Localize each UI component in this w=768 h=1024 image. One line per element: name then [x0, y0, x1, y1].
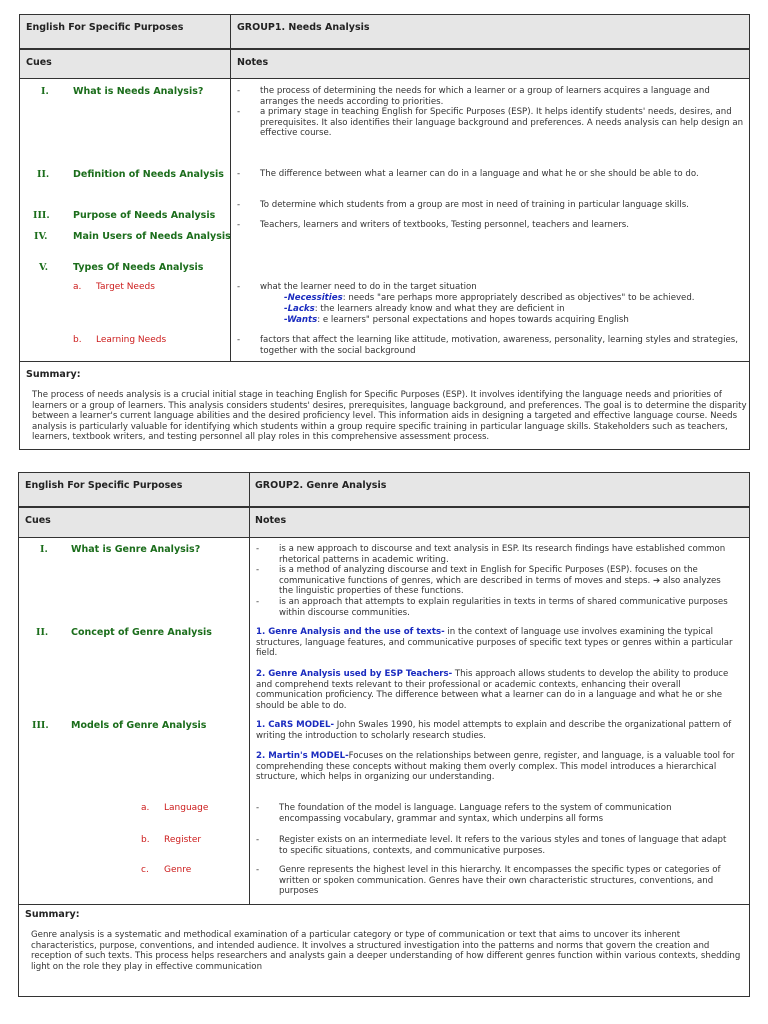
t1-cue-num: II.	[37, 169, 50, 180]
t2-note-esp-teachers	[256, 669, 746, 711]
t1-notes-header: Notes	[237, 57, 269, 68]
bullet: -	[256, 865, 260, 875]
lacks-text: : the learners already know and what they are deficient in	[314, 304, 565, 314]
bullet: -	[256, 835, 260, 845]
wants-label: -Wants	[284, 315, 318, 325]
t1-summary-text: The process of needs analysis is a crucial initial stage in teaching English for Specific Purposes (ESP). It involves identifying the language needs and priorities of learners or a group of learners. This analysis considers students' desires, prerequisites, language background, and preferences. The goal is to determine the disparity between a learner's current language abilities and the desired proficiency level. This information aids in designing a targeted and effective language course. Needs analysis is particularly valuable for identifying which students within a group require specific training in particular language skills. Stakeholders such as teachers, learners, textbook writers, and testing personnel all play roles in this comprehensive assessment process.	[32, 390, 747, 442]
t2-subcue-register: Register	[164, 835, 202, 845]
t2-cue-what-is: What is Genre Analysis?	[71, 544, 201, 555]
t1-cue-num: IV.	[34, 231, 48, 242]
t1-cue-num: III.	[33, 210, 50, 221]
t2-subcue-letter: c.	[141, 865, 149, 875]
t2-cue-num: I.	[40, 544, 48, 555]
t2-divider	[249, 473, 250, 904]
t1-cue-types: Types Of Needs Analysis	[73, 262, 204, 273]
t2-subcue-letter: a.	[141, 803, 150, 813]
bullet: -	[237, 200, 241, 210]
t2-group-title: GROUP2. Genre Analysis	[255, 480, 387, 491]
t2-note-method: is a method of analyzing discourse and text in English for Specific Purposes (ESP). focuses on the communicative functions of genres, which are described in terms of moves and steps. ➔ also analyzes the linguistic properties of these functions.	[279, 565, 721, 596]
bullet: -	[256, 597, 260, 607]
t1-note-purpose: To determine which students from a group are most in need of training in particular language skills.	[260, 200, 689, 210]
lacks-label: -Lacks	[284, 304, 315, 314]
t2-note-regularities: is an approach that attempts to explain regularities in texts in terms of shared communicative purposes within discourse communities.	[279, 597, 728, 618]
t1-subcue-learning-needs: Learning Needs	[96, 335, 167, 345]
t1-note-primary-stage: a primary stage in teaching English for Specific Purposes (ESP). It helps identify students' needs, desires, and prerequisites. It also identifies their language background and preferences. A needs analysis can help design an effective course.	[260, 107, 744, 138]
t2-notes-header: Notes	[255, 515, 287, 526]
t2-note-martins-model	[256, 751, 746, 783]
t2-subcue-genre: Genre	[164, 865, 192, 875]
t1-header-row	[20, 15, 749, 49]
t2-summary-text: Genre analysis is a systematic and methodical examination of a particular category or type of communication or text that aims to uncover its inherent characteristics, purpose, conventions, and intended audience. It involves a structured investigation into the patterns and norms that govern the creation and reception of such texts. This process helps researchers and analysts gain a deeper understanding of how different genres function within various contexts, shedding light on the role they play in effective communication	[31, 930, 741, 972]
t2-summary-divider	[19, 904, 749, 905]
use-of-texts-text: in the context of language use involves examining the typical structures, language features, and communicative purposes of specific text types or genres within a particular field.	[256, 627, 733, 658]
t1-cue-what-is: What is Needs Analysis?	[73, 86, 204, 97]
t2-summary-label: Summary:	[25, 909, 80, 920]
t1-cue-definition: Definition of Needs Analysis	[73, 169, 224, 180]
t1-note-wants	[284, 315, 744, 326]
wants-text: : e learners" personal expectations and hopes towards acquiring English	[317, 315, 629, 325]
bullet: -	[256, 803, 260, 813]
bullet: -	[256, 565, 260, 575]
t1-cues-header: Cues	[26, 57, 52, 68]
t1-summary-label: Summary:	[26, 369, 81, 380]
bullet: -	[237, 86, 241, 96]
cars-model-text: John Swales 1990, his model attempts to explain and describe the organizational pattern of writing the introduction to scholarly research studies.	[256, 720, 732, 741]
bullet: -	[237, 169, 241, 179]
t2-cue-num: II.	[36, 627, 49, 638]
necessities-text: : needs "are perhaps more appropriately described as objectives" to be achieved.	[342, 293, 695, 303]
t1-note-necessities	[284, 293, 744, 304]
t1-cue-main-users: Main Users of Needs Analysis	[73, 231, 231, 242]
t2-cue-models: Models of Genre Analysis	[71, 720, 207, 731]
t1-divider	[230, 15, 231, 361]
t1-note-lacks	[284, 304, 744, 315]
cars-model-label: 1. CaRS MODEL-	[256, 720, 335, 730]
t1-note-learning-factors: factors that affect the learning like attitude, motivation, awareness, personality, learning styles and strategies, together with the social background	[260, 335, 738, 356]
t2-cues-header: Cues	[25, 515, 51, 526]
martins-model-label: 2. Martin's MODEL-	[256, 751, 349, 761]
t2-subcue-language: Language	[164, 803, 209, 813]
t1-course-title: English For Specific Purposes	[26, 22, 184, 33]
t1-subcue-letter: b.	[73, 335, 82, 345]
t1-note-target-situation: what the learner need to do in the target situation	[260, 282, 477, 292]
t1-note-users: Teachers, learners and writers of textbooks, Testing personnel, teachers and learners.	[260, 220, 629, 230]
necessities-label: -Necessities	[284, 293, 343, 303]
t1-cue-num: V.	[39, 262, 49, 273]
t1-subcue-target-needs: Target Needs	[96, 282, 155, 292]
t2-cue-num: III.	[32, 720, 49, 731]
martins-model-text: Focuses on the relationships between genre, register, and language, is a valuable tool for comprehending these concepts without making them overly complex. This model introduces a hierarchical structure, which helps in organizing our understanding.	[256, 751, 735, 782]
t2-note-new-approach: is a new approach to discourse and text analysis in ESP. Its research findings have established common rhetorical patterns in academic writing.	[279, 544, 726, 565]
t1-cue-purpose: Purpose of Needs Analysis	[73, 210, 216, 221]
t2-note-genre: Genre represents the highest level in this hierarchy. It encompasses the specific types or categories of written or spoken communication. Genres have their own characteristic structures, conventions, and purposes	[279, 865, 721, 896]
t1-note-difference: The difference between what a learner can do in a language and what he or she should be able to do.	[260, 169, 699, 179]
t1-group-title: GROUP1. Needs Analysis	[237, 22, 370, 33]
t2-subcue-letter: b.	[141, 835, 150, 845]
t2-note-register: Register exists on an intermediate level. It refers to the various styles and tones of language that adapt to specific situations, contexts, and communicative purposes.	[279, 835, 727, 856]
t2-note-cars-model	[256, 720, 742, 741]
bullet: -	[256, 544, 260, 554]
bullet: -	[237, 220, 241, 230]
use-of-texts-label: 1. Genre Analysis and the use of texts-	[256, 627, 445, 637]
t2-cue-concept: Concept of Genre Analysis	[71, 627, 212, 638]
bullet: -	[237, 107, 241, 117]
t1-subcue-letter: a.	[73, 282, 82, 292]
t1-subheader-row	[20, 49, 749, 79]
t2-subheader-row	[19, 507, 749, 538]
bullet: -	[237, 282, 241, 292]
bullet: -	[237, 335, 241, 345]
t2-header-row	[19, 473, 749, 507]
esp-teachers-label: 2. Genre Analysis used by ESP Teachers-	[256, 669, 453, 679]
t2-note-language: The foundation of the model is language. Language refers to the system of communication encompassing vocabulary, grammar and syntax, which underpins all forms	[279, 803, 672, 824]
t2-course-title: English For Specific Purposes	[25, 480, 183, 491]
esp-teachers-text: This approach allows students to develop the ability to produce and comprehend texts relevant to their professional or academic contexts, enhancing their overall communication proficiency. The difference between what a learner can do in a language and what he or she should be able to do.	[256, 669, 729, 711]
t1-summary-divider	[20, 361, 749, 362]
t1-note-definition-process: the process of determining the needs for which a learner or a group of learners acquires a language and arranges the needs according to priorities.	[260, 86, 710, 107]
t1-cue-num: I.	[41, 86, 49, 97]
t2-note-use-of-texts	[256, 627, 742, 659]
